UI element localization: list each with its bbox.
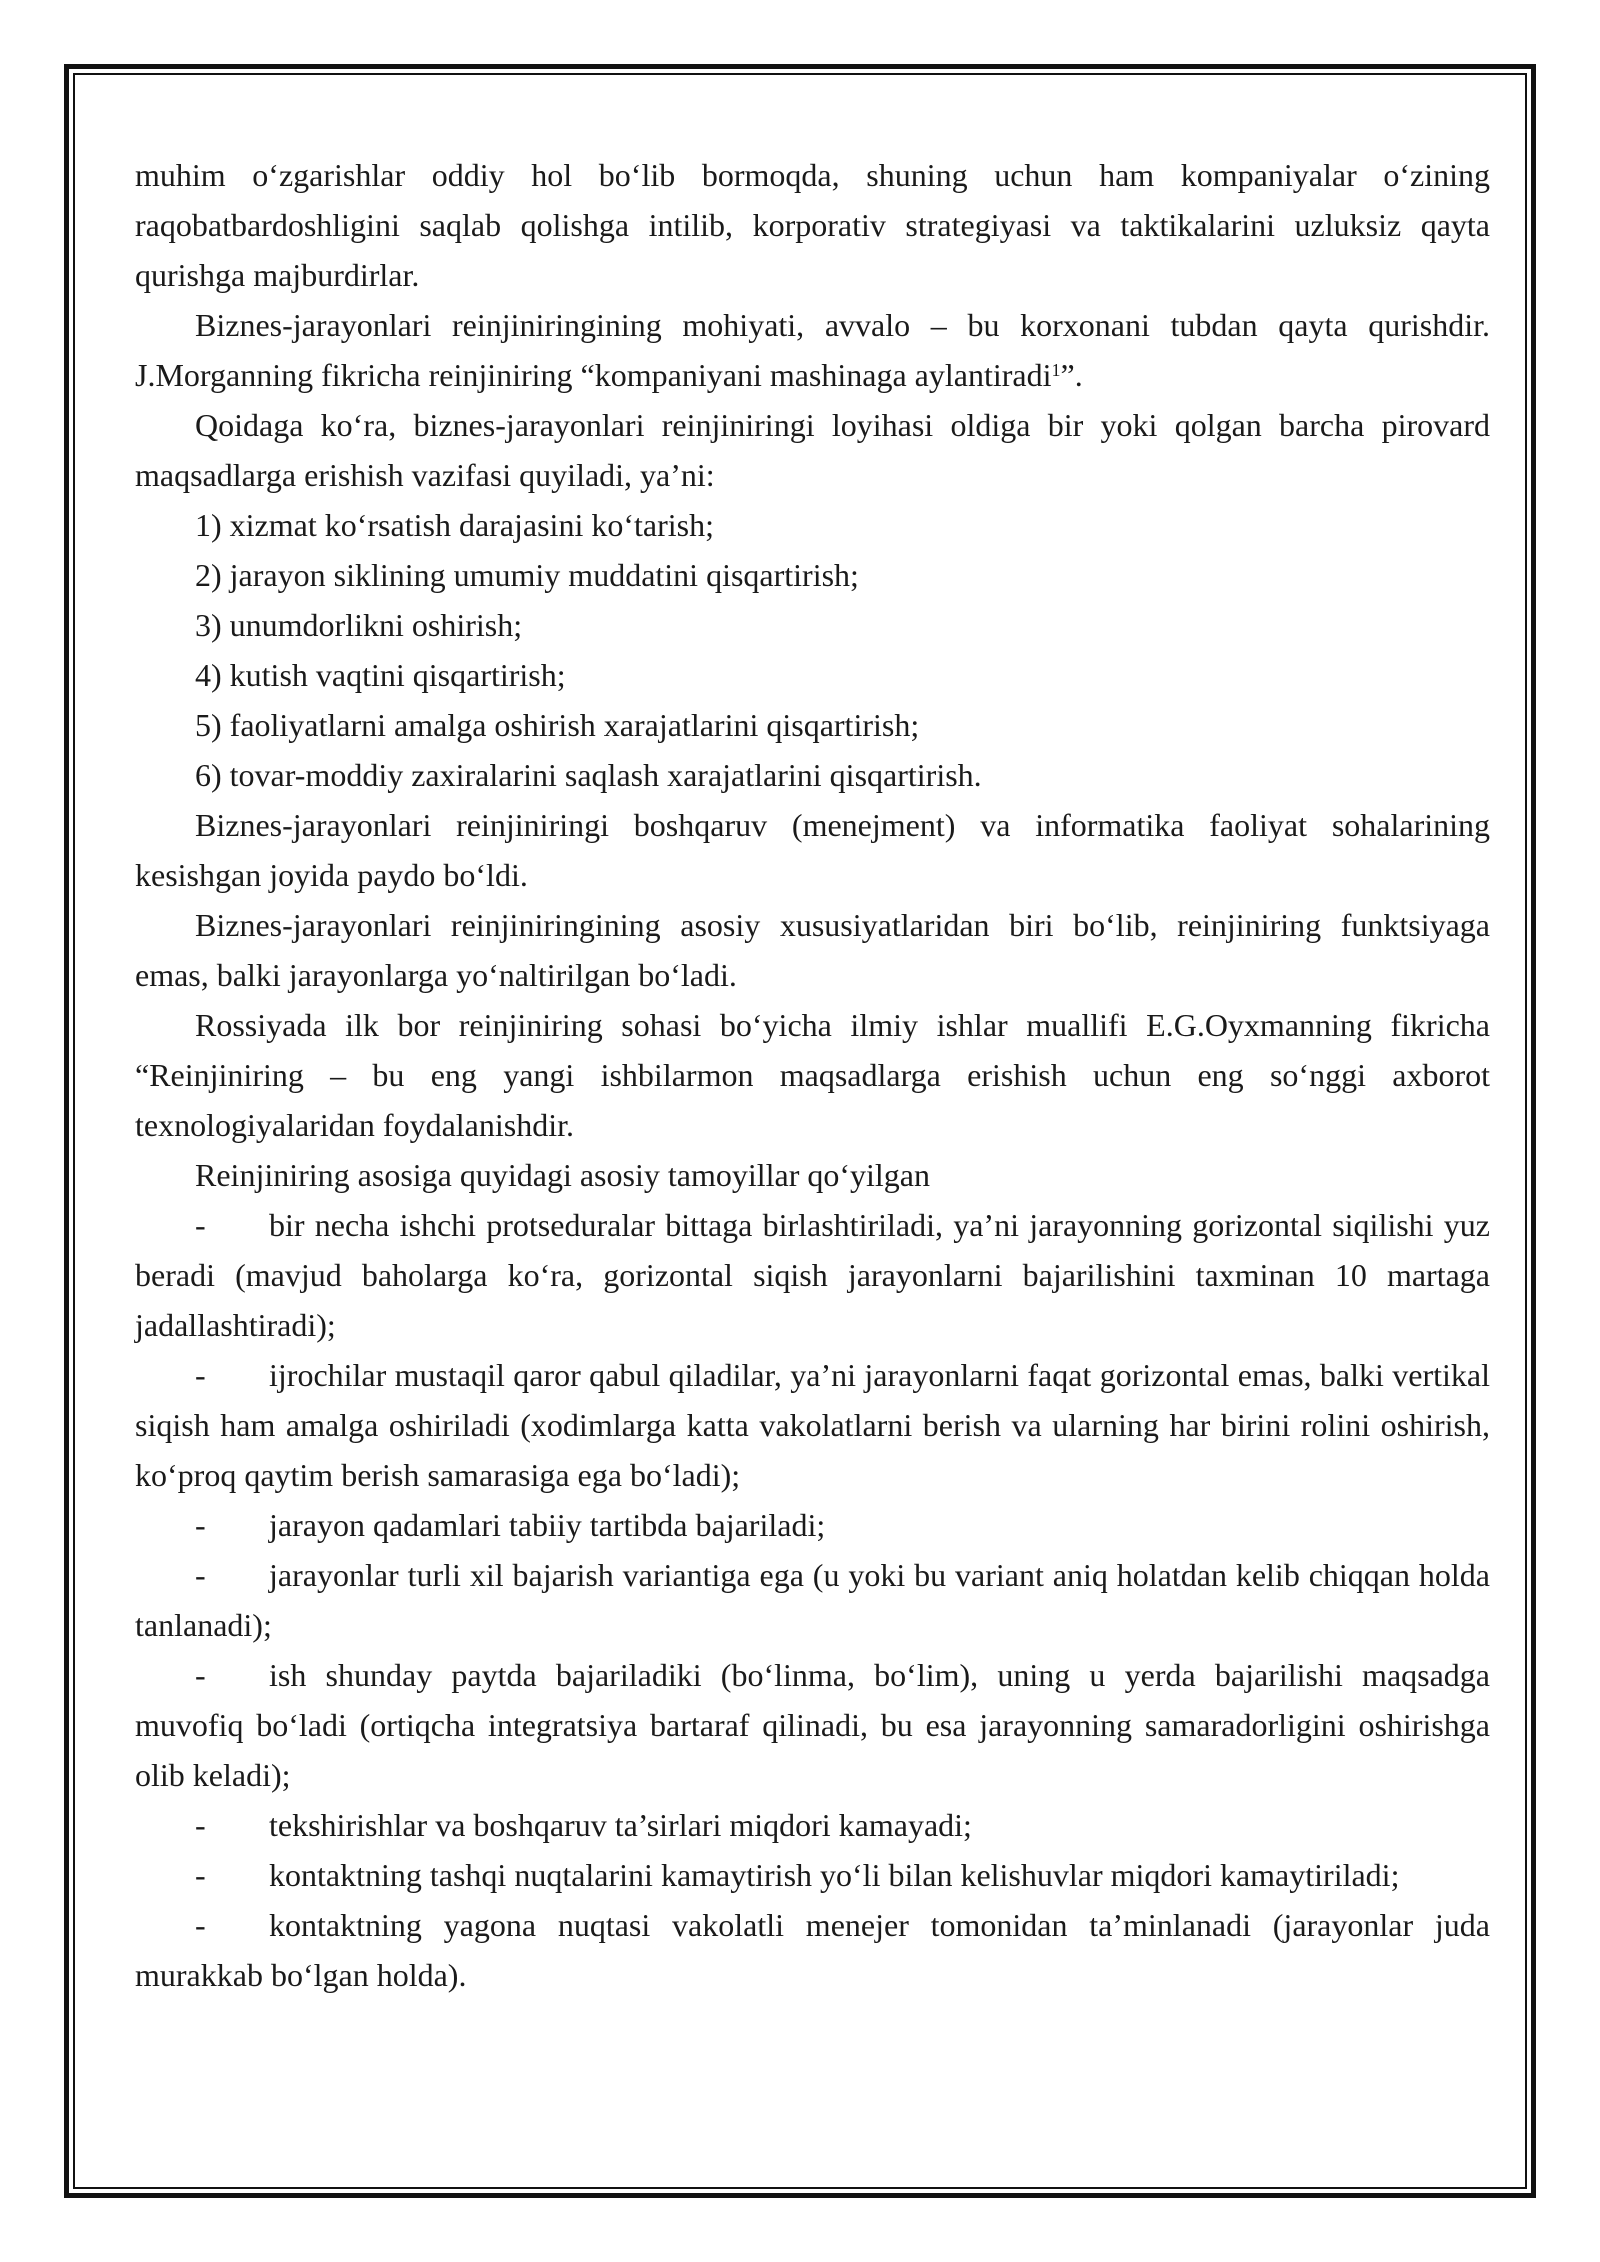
paragraph-goals: Qoidaga ko‘ra, biznes-jarayonlari reinjiniringi loyihasi oldiga bir yoki qolgan barcha pirovard maqsadlarga erishish vazifasi quyiladi, ya’ni: — [135, 407, 1490, 493]
paragraph-oyxman: Rossiyada ilk bor reinjiniring sohasi bo‘yicha ilmiy ishlar muallifi E.G.Oyxmanning fikricha “Reinjiniring – bu eng yangi ishbilarmon maqsadlarga erishish uchun eng so‘nggi axborot texnologiyalaridan foydalanishdir. — [135, 1007, 1490, 1143]
list-item: 1) xizmat ko‘rsatish darajasini ko‘tarish; — [195, 507, 714, 543]
bullet-item — [135, 1500, 1490, 1550]
bullet-dash: - — [195, 1507, 206, 1543]
bullet-item — [135, 1650, 1490, 1800]
bullet-text: jarayonlar turli xil bajarish variantiga ega (u yoki bu variant aniq holatdan kelib chiqqan holda tanlanadi); — [135, 1557, 1490, 1643]
bullet-text: tekshirishlar va boshqaruv ta’sirlari miqdori kamayadi; — [269, 1807, 972, 1843]
list-item: 2) jarayon siklining umumiy muddatini qisqartirish; — [195, 557, 859, 593]
bullet-dash: - — [195, 1357, 206, 1393]
bullet-item — [135, 1900, 1490, 2000]
paragraph-origin: Biznes-jarayonlari reinjiniringi boshqaruv (menejment) va informatika faoliyat sohalarining kesishgan joyida paydo bo‘ldi. — [135, 807, 1490, 893]
bullet-item — [135, 1850, 1490, 1900]
list-item: 3) unumdorlikni oshirish; — [195, 607, 523, 643]
bullet-text: kontaktning yagona nuqtasi vakolatli menejer tomonidan ta’minlanadi (jarayonlar juda murakkab bo‘lgan holda). — [135, 1907, 1490, 1993]
list-item: 5) faoliyatlarni amalga oshirish xarajatlarini qisqartirish; — [195, 707, 920, 743]
bullet-text: ish shunday paytda bajariladiki (bo‘linma, bo‘lim), uning u yerda bajarilishi maqsadga muvofiq bo‘ladi (ortiqcha integratsiya bartaraf qilinadi, bu esa jarayonning samaradorligini oshirishga olib keladi); — [135, 1657, 1490, 1793]
paragraph-feature: Biznes-jarayonlari reinjiniringining asosiy xususiyatlaridan biri bo‘lib, reinjiniring funktsiyaga emas, balki jarayonlarga yo‘naltirilgan bo‘ladi. — [135, 907, 1490, 993]
bullet-item — [135, 1550, 1490, 1650]
document-body — [135, 150, 1490, 2000]
paragraph-essence-text: Biznes-jarayonlari reinjiniringining mohiyati, avvalo – bu korxonani tubdan qayta qurishdir. J.Morganning fikricha reinjiniring “kompaniyani mashinaga aylantiradi — [135, 307, 1490, 393]
bullet-dash: - — [195, 1807, 206, 1843]
bullet-item — [135, 1200, 1490, 1350]
list-item: 4) kutish vaqtini qisqartirish; — [195, 657, 566, 693]
bullet-text: kontaktning tashqi nuqtalarini kamaytirish yo‘li bilan kelishuvlar miqdori kamaytiriladi; — [269, 1857, 1400, 1893]
bullet-dash: - — [195, 1907, 206, 1943]
bullet-text: ijrochilar mustaqil qaror qabul qiladilar, ya’ni jarayonlarni faqat gorizontal emas, balki vertikal siqish ham amalga oshiriladi (xodimlarga katta vakolatlarni berish va ularning har birini rolini oshirish, ko‘proq qaytim berish samarasiga ega bo‘ladi); — [135, 1357, 1490, 1493]
paragraph-intro: muhim o‘zgarishlar oddiy hol bo‘lib bormoqda, shuning uchun ham kompaniyalar o‘zining raqobatbardoshligini saqlab qolishga intilib, korporativ strategiyasi va taktikalarini uzluksiz qayta qurishga majburdirlar. — [135, 157, 1490, 293]
bullet-dash: - — [195, 1657, 206, 1693]
bullet-dash: - — [195, 1207, 206, 1243]
paragraph-essence — [135, 300, 1490, 400]
paragraph-essence-end: ”. — [1060, 357, 1083, 393]
paragraph-principles-intro: Reinjiniring asosiga quyidagi asosiy tamoyillar qo‘yilgan — [195, 1157, 930, 1193]
footnote-reference: 1 — [1051, 360, 1061, 380]
bullet-item — [135, 1350, 1490, 1500]
bullet-dash: - — [195, 1557, 206, 1593]
list-item: 6) tovar-moddiy zaxiralarini saqlash xarajatlarini qisqartirish. — [195, 757, 982, 793]
bullet-item — [135, 1800, 1490, 1850]
bullet-dash: - — [195, 1857, 206, 1893]
bullet-text: bir necha ishchi protseduralar bittaga birlashtiriladi, ya’ni jarayonning gorizontal siqilishi yuz beradi (mavjud baholarga ko‘ra, gorizontal siqish jarayonlarni bajarilishini taxminan 10 martaga jadallashtiradi); — [135, 1207, 1490, 1343]
bullet-text: jarayon qadamlari tabiiy tartibda bajariladi; — [269, 1507, 826, 1543]
